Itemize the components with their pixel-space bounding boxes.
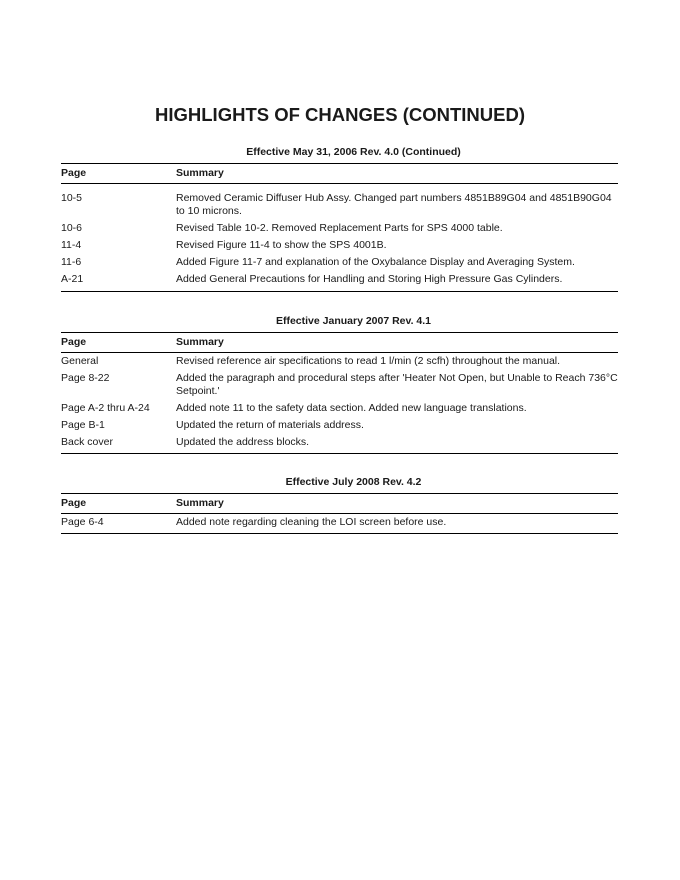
section-caption: Effective July 2008 Rev. 4.2 [285,476,422,488]
table-body [61,184,618,292]
row-page: Page B-1 [61,419,105,431]
row-page: Back cover [61,436,113,448]
table-row [61,434,618,451]
section-caption: Effective May 31, 2006 Rev. 4.0 (Continued) [246,146,461,158]
row-page: 11-6 [61,256,82,268]
column-header-summary: Summary [176,336,224,348]
row-page: Page 6-4 [61,516,104,528]
row-summary: Removed Ceramic Diffuser Hub Assy. Changed part numbers 4851B89G04 and 4851B90G04 to 10 microns. [176,192,612,217]
table-header [61,332,618,353]
row-page: 10-5 [61,192,83,204]
row-summary: Revised reference air specifications to read 1 l/min (2 scfh) throughout the manual. [176,355,561,367]
table-row [61,271,618,288]
row-summary: Updated the return of materials address. [176,419,364,431]
row-summary: Added note 11 to the safety data section. Added new language translations. [176,402,527,414]
revision-section-rev-4-1 [61,314,618,454]
section-caption: Effective January 2007 Rev. 4.1 [275,315,432,327]
document-title: HIGHLIGHTS OF CHANGES (CONTINUED) [155,104,525,125]
table-row [61,237,618,254]
table-row [61,190,618,220]
table-row [61,254,618,271]
row-summary: Revised Figure 11-4 to show the SPS 4001B. [176,239,387,251]
table-row [61,353,618,370]
table-row [61,220,618,237]
table-row [61,417,618,434]
row-summary: Added note regarding cleaning the LOI screen before use. [176,516,447,528]
row-page: Page A-2 thru A-24 [61,402,150,414]
row-summary: Revised Table 10-2. Removed Replacement Parts for SPS 4000 table. [176,222,503,234]
revision-section-rev-4-0 [61,145,618,292]
row-summary: Added Figure 11-7 and explanation of the Oxybalance Display and Averaging System. [176,256,575,268]
table-header [61,493,618,514]
table-row [61,400,618,417]
row-page: A-21 [61,273,84,285]
table-body [61,514,618,534]
table-header [61,163,618,184]
row-page: 11-4 [61,239,82,251]
column-header-page: Page [61,167,87,179]
column-header-page: Page [61,336,87,348]
column-header-page: Page [61,497,87,509]
table-body [61,353,618,454]
table-row [61,514,618,531]
row-page: 10-6 [61,222,83,234]
row-summary: Added the paragraph and procedural steps after 'Heater Not Open, but Unable to Reach 736°C Setpoint.' [176,372,618,397]
row-page: General [61,355,99,367]
row-page: Page 8-22 [61,372,110,384]
table-row [61,370,618,400]
revision-section-rev-4-2 [61,475,618,534]
column-header-summary: Summary [176,497,224,509]
row-summary: Updated the address blocks. [176,436,310,448]
row-summary: Added General Precautions for Handling and Storing High Pressure Gas Cylinders. [176,273,563,285]
column-header-summary: Summary [176,167,224,179]
